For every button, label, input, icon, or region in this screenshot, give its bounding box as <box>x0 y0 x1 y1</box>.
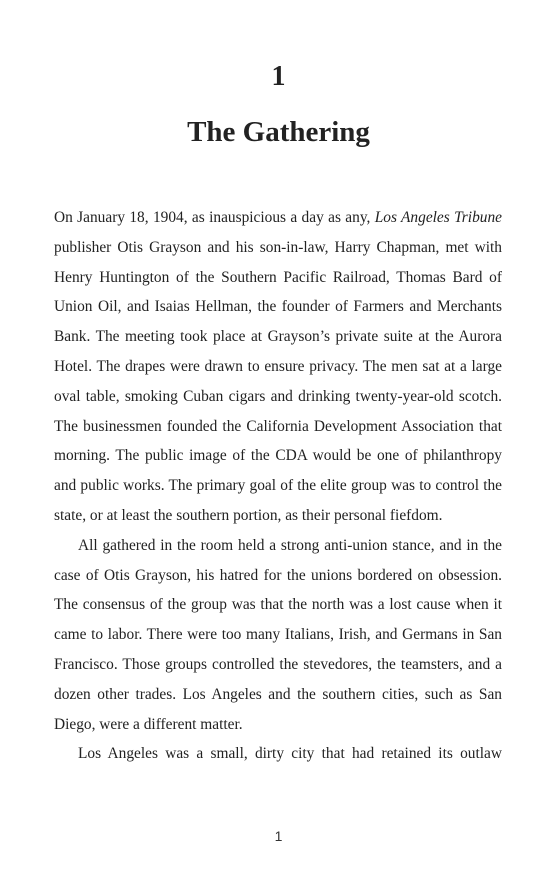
chapter-title: The Gathering <box>187 116 370 148</box>
paragraph <box>54 203 502 531</box>
paragraph-lead-text: On January 18, 1904, as inauspicious a day as any, <box>54 209 375 226</box>
chapter-body <box>54 203 502 769</box>
newspaper-title: Los Angeles Tribune <box>374 209 502 226</box>
paragraph: Los Angeles was a small, dirty city that had retained its outlaw <box>78 745 502 763</box>
paragraph: All gathered in the room held a strong anti-union stance, and in the case of Otis Grayson, his hatred for the unions bordered on obsession. The consensus of the group was that the north was a lost cause when it came to labor. There were too many Italians, Irish, and Germans in San Francisco. Those groups controlled the stevedores, the teamsters, and a dozen other trades. Los Angeles and the southern cities, such as San Diego, were a different matter. <box>54 536 502 733</box>
page-number: 1 <box>274 828 283 844</box>
paragraph-text: publisher Otis Grayson and his son-in-law, Harry Chapman, met with Henry Huntington of the Southern Pacific Railroad, Thomas Bard of Union Oil, and Isaias Hellman, the founder of Farmers and Merchants Bank. The meeting took place at Grayson’s private suite at the Aurora Hotel. The drapes were drawn to ensure privacy. The men sat at a large oval table, smoking Cuban cigars and drinking twenty-year-old scotch. The businessmen founded the California Development Association that morning. The public image of the CDA would be one of philanthropy and public works. The primary goal of the elite group was to control the state, or at least the southern portion, as their personal fiefdom. <box>54 238 502 524</box>
chapter-number: 1 <box>271 61 286 92</box>
